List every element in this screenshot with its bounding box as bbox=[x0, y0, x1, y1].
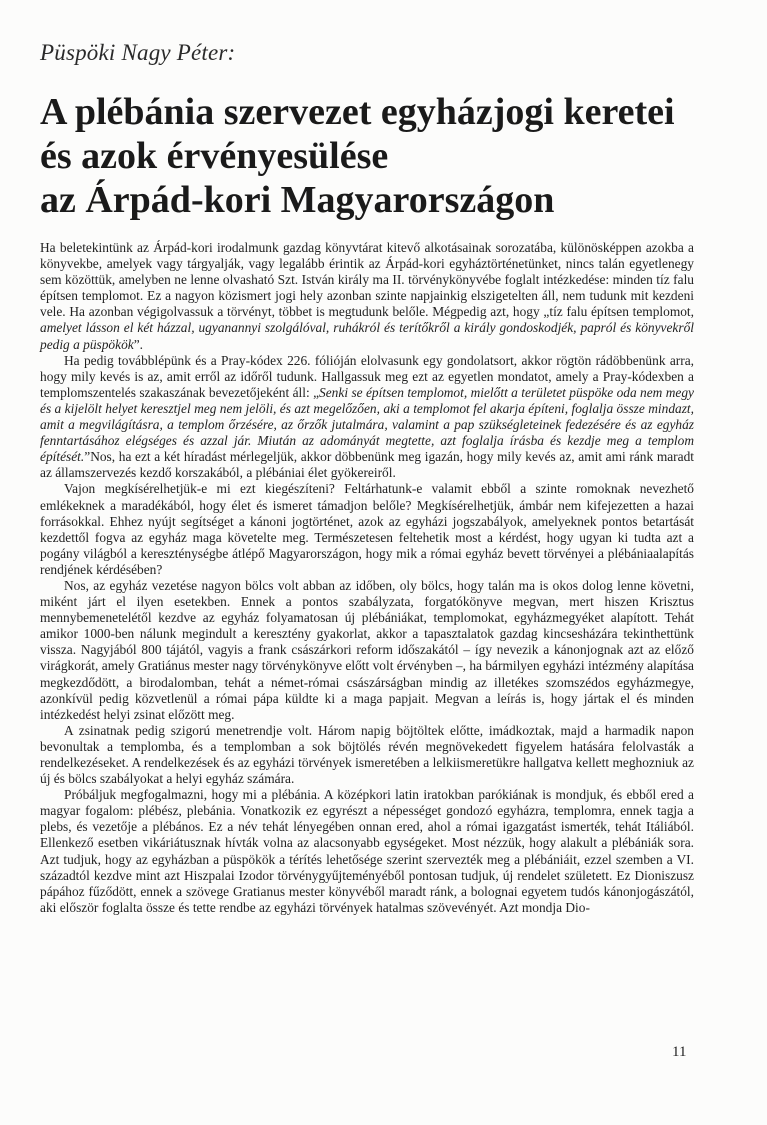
paragraph-text: ”Nos, ha ezt a két híradást mérlegeljük, akkor döbbenünk meg igazán, hogy mily kevés az, amit ami ránk maradt az államszervezés kezdő korszakából, a plébániai élet gyökereiről. bbox=[40, 449, 694, 481]
paragraph bbox=[40, 353, 694, 482]
paragraph bbox=[40, 240, 694, 353]
article-title bbox=[40, 90, 740, 222]
quotation-text: Senki se építsen templomot, mielőtt a területet püspöke oda nem megy és a kijelölt helyet keresztjel meg nem jelöli, és azt megelőzően, aki a templomot fel akarja építeni, foglalja össze mindazt, amit a megvilágításra, a templom őrzésére, az őrzők jutalmára, valamint a pap szükségleteinek fedezésére és az egyház fenntartásához elégséges és azzal jár. Miután az adományát megtette, azt foglalja írásba és kezdje meg a templom építését. bbox=[40, 384, 695, 465]
quotation-text: amelyet lásson el két házzal, ugyanannyi szolgálóval, ruhákról és terítőkről a király gondoskodjék, papról és könyvekről pedig a püspökök bbox=[40, 320, 694, 352]
paragraph: Nos, az egyház vezetése nagyon bölcs volt abban az időben, oly bölcs, hogy talán ma is okos dolog lenne követni, miként járt el ilyen esetekben. Ennek a pontos szabályzata, forgatókönyve megvan, mert hiszen Krisztus mennybemenetelétől kezdve az egyház folyamatosan új plébániákat, templomokat, egyházmegyéket alapított. Tehát amikor 1000-ben nálunk megindult a keresztény gyakorlat, akkor a tapasztalatok gazdag kincsesházára tekinthettünk vissza. Nagyjából 800 tájától, vagyis a frank császárkori reform időszakától – így nevezik a kánonjognak azt az előző virágkorát, amely Gratiánus mester nagy törvénykönyve előtt volt érvényben –, ha bármilyen egyházi intézmény alapítása megkezdődött, a birodalomban, tehát a német-római császárságban mindig az illetékes szomszédos egyházmegye, azonkívül pedig közvetlenül a római pápa küldte ki a maga papjait. Megvan a leírás is, hogy jártak el és minden intézkedést helyi zsinat előzött meg. bbox=[40, 577, 694, 722]
paragraph: A zsinatnak pedig szigorú menetrendje volt. Három napig böjtöltek előtte, imádkoztak, majd a harmadik napon bevonultak a templomba, és a templomban a sok böjtölés révén megnövekedett figyelem hatására felolvasták a rendelkezéseket. A rendelkezések és az egyházi törvények ismeretében a lelkiismeretükre hallgatva kellett meghozniuk az új és bölcs szabályokat a helyi egyház számára. bbox=[40, 722, 694, 787]
paragraph: Vajon megkísérelhetjük-e mi ezt kiegészíteni? Feltárhatunk-e valamit ebből a szinte romoknak nevezhető emlékeknek a maradékából, hogy élet és ismeret támadjon belőle? Megkísérelhetjük, ámbár nem kifejezetten a hazai forrásokkal. Ehhez nyújt segítséget a kánoni jogtörténet, azok az egyházi jogszabályok, amelyeknek pontos betartását kezdettől fogva az egyház maga követelte meg. Természetesen feltehetik most a kérdést, hogy ugyan ki tudta azt a pogány világból a kereszténységbe átlépő Magyarországon, hogy mik a római egyház bevett törvényei a plébániaalapítás rendjének kérdésében? bbox=[40, 481, 694, 577]
author-name: Püspöki Nagy Péter: bbox=[40, 40, 236, 65]
article-body bbox=[40, 240, 694, 916]
page-number: 11 bbox=[672, 1044, 687, 1060]
title-line: és azok érvényesülése bbox=[40, 135, 389, 177]
paragraph-text: Ha pedig továbblépünk és a Pray-kódex 226. fólióján elolvasunk egy gondolatsort, akkor rögtön rádöbbenünk arra, hogy mily kevés is az, amit erről az időről tudunk. Hallgassuk meg ezt az egyetlen mondatot, amely a Pray-kódexben a templomszentelés szakaszának bevezetőjeként áll: „ bbox=[40, 352, 694, 400]
title-line: A plébánia szervezet egyházjogi keretei bbox=[40, 91, 675, 133]
paragraph-text: Ha beletekintünk az Árpád-kori irodalmunk gazdag könyvtárat kitevő alkotásainak sorozatába, különösképpen azokba a könyvekbe, amelyek vagy tárgyalják, vagy legalább érintik az Árpád-kori egyháztörténetünket, nincs talán egyetlenegy sem közöttük, amelyben ne lenne olvasható Szt. István király ma II. törvénykönyvébe foglalt intézkedése: minden tíz falu építsen templomot. Ez a nagyon közismert jogi hely azonban szinte napjainkig elszigetelten áll, nem tudunk mit kezdeni vele. Ha azonban végigolvassuk a törvényt, többet is megtudunk belőle. Mégpedig azt, hogy „tíz falu építsen templomot, bbox=[40, 240, 694, 320]
paragraph: Próbáljuk megfogalmazni, hogy mi a plébánia. A középkori latin iratokban parókiának is mondjuk, és ebből ered a magyar fogalom: plébész, plebánia. Vonatkozik ez egyrészt a népességet gondozó egyházra, templomra, ennek tagja a plebs, és vezetője a plébános. Ez a név tehát lényegében onnan ered, ahol a római igazgatást ismerték, tehát Itáliából. Ellenkező esetben vikáriátusznak hívták volna az alacsonyabb egységeket. Most nézzük, hogy alakult a plébániák sora. Azt tudjuk, hogy az egyházban a püspökök a térítés lehetősége szerint szervezték meg a plébániáit, ezzel szemben a VI. századtól kezdve mint azt Hiszpalai Izodor törvénygyűjteményéből pontosan tudjuk, új rendelet született. Ez Dioniszusz pápához fűződött, ennek a szövege Gratianus mester könyvéből maradt ránk, a bolognai egyetem tudós kánonjogászától, aki először foglalta össze és tette rendbe az egyházi törvények hatalmas szövevényét. Azt mondja Dio- bbox=[40, 787, 694, 915]
paragraph-text: ”. bbox=[133, 336, 144, 352]
title-line: az Árpád-kori Magyarországon bbox=[40, 179, 555, 221]
